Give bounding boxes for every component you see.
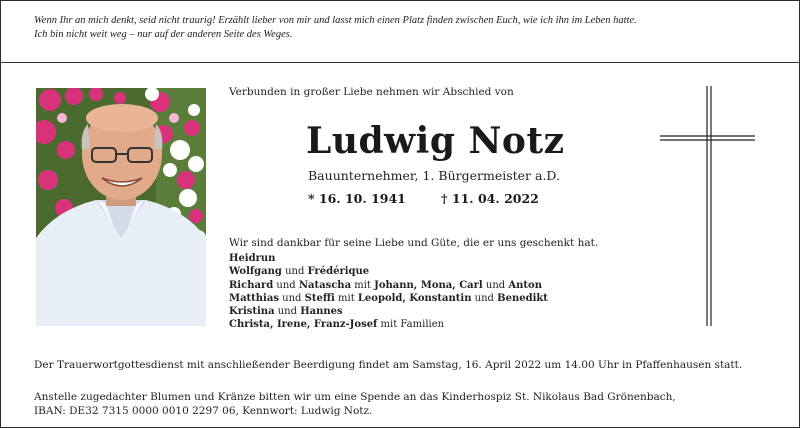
mourner-connector: mit: [351, 279, 375, 291]
mourner-line: [229, 318, 548, 331]
mourner-connector: mit Familien: [377, 319, 445, 331]
mourner-name: Wolfgang: [229, 266, 282, 278]
mourner-line: [229, 265, 548, 278]
deceased-role: Bauunternehmer, 1. Bürgermeister a.D.: [308, 168, 560, 183]
mourner-name: Anton: [508, 279, 542, 291]
mourner-name: Hannes: [300, 306, 343, 318]
divider-line: [1, 62, 799, 63]
mourner-connector: und: [471, 292, 498, 304]
mourner-name: Heidrun: [229, 253, 276, 264]
mourner-line: [229, 279, 548, 292]
mourner-name: Natascha: [298, 279, 352, 291]
quote-line-1: Wenn Ihr an mich denkt, seid nicht traurig! Erzählt lieber von mir und lasst mich einen Platz finden zwischen Euch, wie ich ihn im Leben hatte.: [34, 15, 637, 26]
latin-cross-icon: [660, 86, 760, 326]
mourner-line: [229, 292, 548, 305]
mourner-name: Steffi: [304, 292, 335, 304]
mourner-name: Benedikt: [497, 292, 548, 304]
donation-line-1: Anstelle zugedachter Blumen und Kränze bitten wir um eine Spende an das Kinderhospiz St. Nikolaus Bad Grönenbach,: [34, 391, 676, 403]
quote-line-2: Ich bin nicht weit weg – nur auf der anderen Seite des Weges.: [34, 29, 293, 40]
mourner-connector: und: [274, 306, 301, 318]
mourner-line: [229, 252, 548, 265]
donation-line-2: IBAN: DE32 7315 0000 0010 2297 06, Kennwort: Ludwig Notz.: [34, 405, 373, 417]
mourner-name: Johann, Mona, Carl: [374, 279, 483, 291]
death-date: † 11. 04. 2022: [441, 191, 539, 206]
mourner-connector: und: [482, 279, 509, 291]
mourner-name: Richard: [229, 279, 274, 291]
portrait-photo: [36, 88, 206, 326]
mourner-line: [229, 305, 548, 318]
mourner-connector: und: [273, 279, 299, 291]
memorial-quote: [34, 14, 764, 42]
mourners-list: [229, 252, 548, 332]
mourner-connector: und: [281, 266, 308, 278]
mourner-name: Leopold, Konstantin: [357, 292, 472, 304]
birth-date: * 16. 10. 1941: [308, 191, 406, 206]
deceased-name: Ludwig Notz: [306, 120, 565, 162]
mourner-name: Frédérique: [307, 266, 370, 278]
service-info: Der Trauerwortgottesdienst mit anschließender Beerdigung findet am Samstag, 16. April 2022 um 14.00 Uhr in Pfaffenhausen statt.: [34, 359, 743, 371]
mourner-connector: und: [278, 292, 305, 304]
mourner-name: Christa, Irene, Franz-Josef: [229, 319, 378, 331]
mourner-connector: mit: [334, 292, 358, 304]
thanks-text: Wir sind dankbar für seine Liebe und Güte, die er uns geschenkt hat.: [229, 237, 599, 249]
mourner-name: Kristina: [229, 306, 275, 318]
farewell-intro: Verbunden in großer Liebe nehmen wir Abschied von: [229, 86, 514, 98]
donation-info: [34, 390, 676, 418]
mourner-name: Matthias: [229, 292, 279, 304]
